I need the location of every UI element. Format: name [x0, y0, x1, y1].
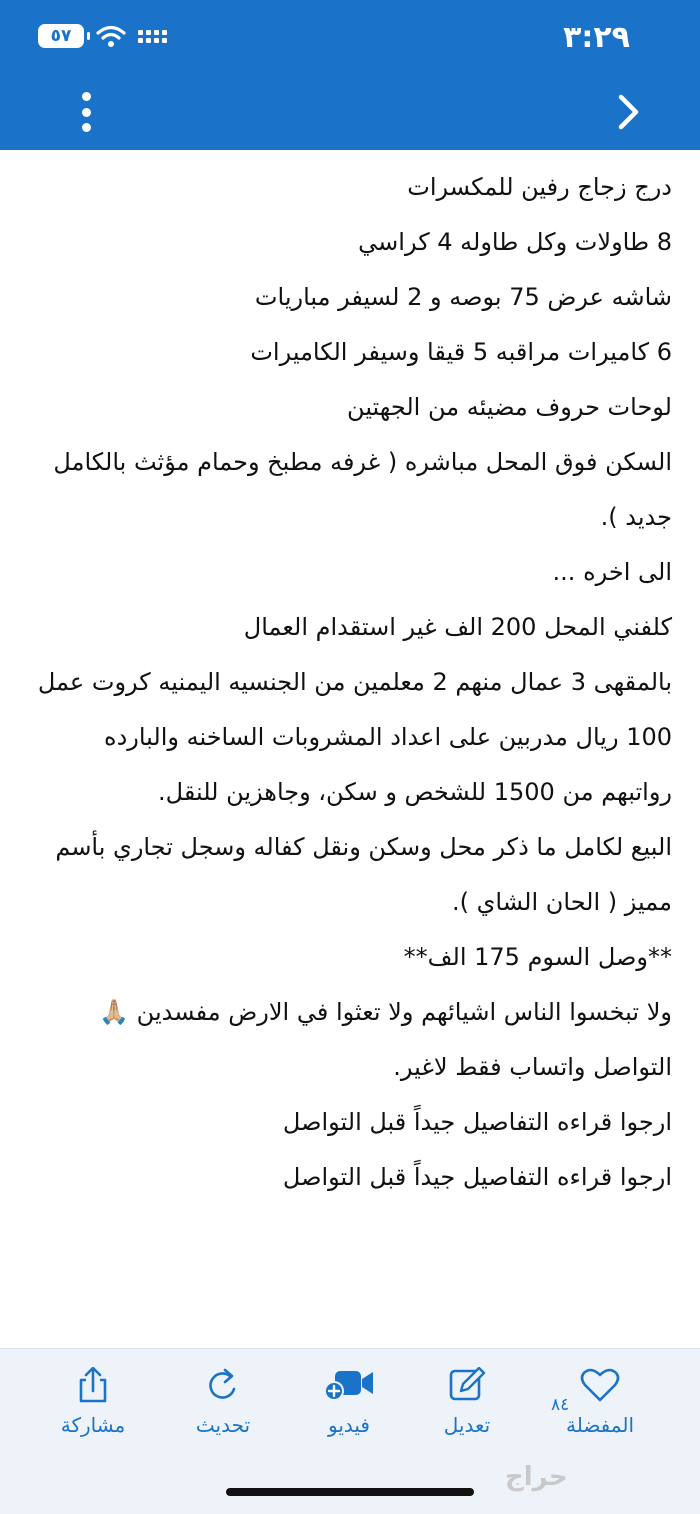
post-line: الى اخره ...	[552, 558, 672, 586]
favorites-count: ٨٤	[551, 1395, 570, 1415]
post-line: **وصل السوم 175 الف**	[403, 943, 672, 971]
tab-share-label: مشاركة	[60, 1413, 126, 1437]
post-line: السكن فوق المحل مباشره ( غرفه مطبخ وحمام مؤثث بالكامل جديد ).	[53, 448, 672, 531]
tab-share[interactable]	[38, 1367, 148, 1437]
refresh-icon	[203, 1367, 243, 1403]
post-line: شاشه عرض 75 بوصه و 2 لسيفر مباريات	[254, 283, 672, 311]
post-line: ارجوا قراءه التفاصيل جيداً قبل التواصل	[282, 1108, 672, 1136]
tab-video-label: فيديو	[328, 1413, 370, 1437]
post-line: 6 كاميرات مراقبه 5 قيقا وسيفر الكاميرات	[250, 338, 672, 366]
home-indicator[interactable]	[226, 1488, 474, 1496]
share-icon	[73, 1367, 113, 1403]
signal-icon	[138, 30, 167, 43]
status-icons	[38, 24, 167, 48]
tab-favorites[interactable]	[545, 1367, 655, 1437]
tab-video[interactable]	[294, 1367, 404, 1437]
post-line: التواصل واتساب فقط لاغير.	[393, 1053, 672, 1081]
heart-icon	[580, 1367, 620, 1403]
post-body	[28, 160, 672, 1205]
post-line: درج زجاج رفين للمكسرات	[407, 173, 672, 201]
post-line: لوحات حروف مضيئه من الجهتين	[347, 393, 672, 421]
post-line: 8 طاولات وكل طاوله 4 كراسي	[358, 228, 672, 256]
video-add-icon	[323, 1367, 375, 1403]
post-line: ارجوا قراءه التفاصيل جيداً قبل التواصل	[282, 1163, 672, 1191]
status-time: ٣:٢٩	[563, 20, 630, 55]
tab-refresh[interactable]	[168, 1367, 278, 1437]
watermark-logo: حراج	[505, 1462, 568, 1492]
post-line: كلفني المحل 200 الف غير استقدام العمال	[243, 613, 672, 641]
battery-icon: ٥٧	[38, 24, 84, 48]
tab-favorites-label: المفضلة	[565, 1413, 635, 1437]
tab-edit[interactable]	[412, 1367, 522, 1437]
edit-icon	[447, 1367, 487, 1403]
post-line: ولا تبخسوا الناس اشيائهم ولا تعثوا في الارض مفسدين 🙏🏼	[99, 998, 672, 1026]
tab-edit-label: تعديل	[443, 1413, 491, 1437]
post-line: بالمقهى 3 عمال منهم 2 معلمين من الجنسيه اليمنيه كروت عمل 100 ريال مدربين على اعداد المشروبات الساخنه والبارده رواتبهم من 1500 للشخص و سكن، وجاهزين للنقل.	[37, 668, 672, 806]
wifi-icon	[96, 24, 126, 48]
post-line: البيع لكامل ما ذكر محل وسكن ونقل كفاله وسجل تجاري بأسم مميز ( الحان الشاي ).	[55, 833, 672, 916]
more-menu-button[interactable]	[76, 92, 96, 132]
top-bar	[0, 0, 700, 150]
chevron-right-icon[interactable]	[614, 92, 644, 132]
tab-refresh-label: تحديث	[195, 1413, 251, 1437]
